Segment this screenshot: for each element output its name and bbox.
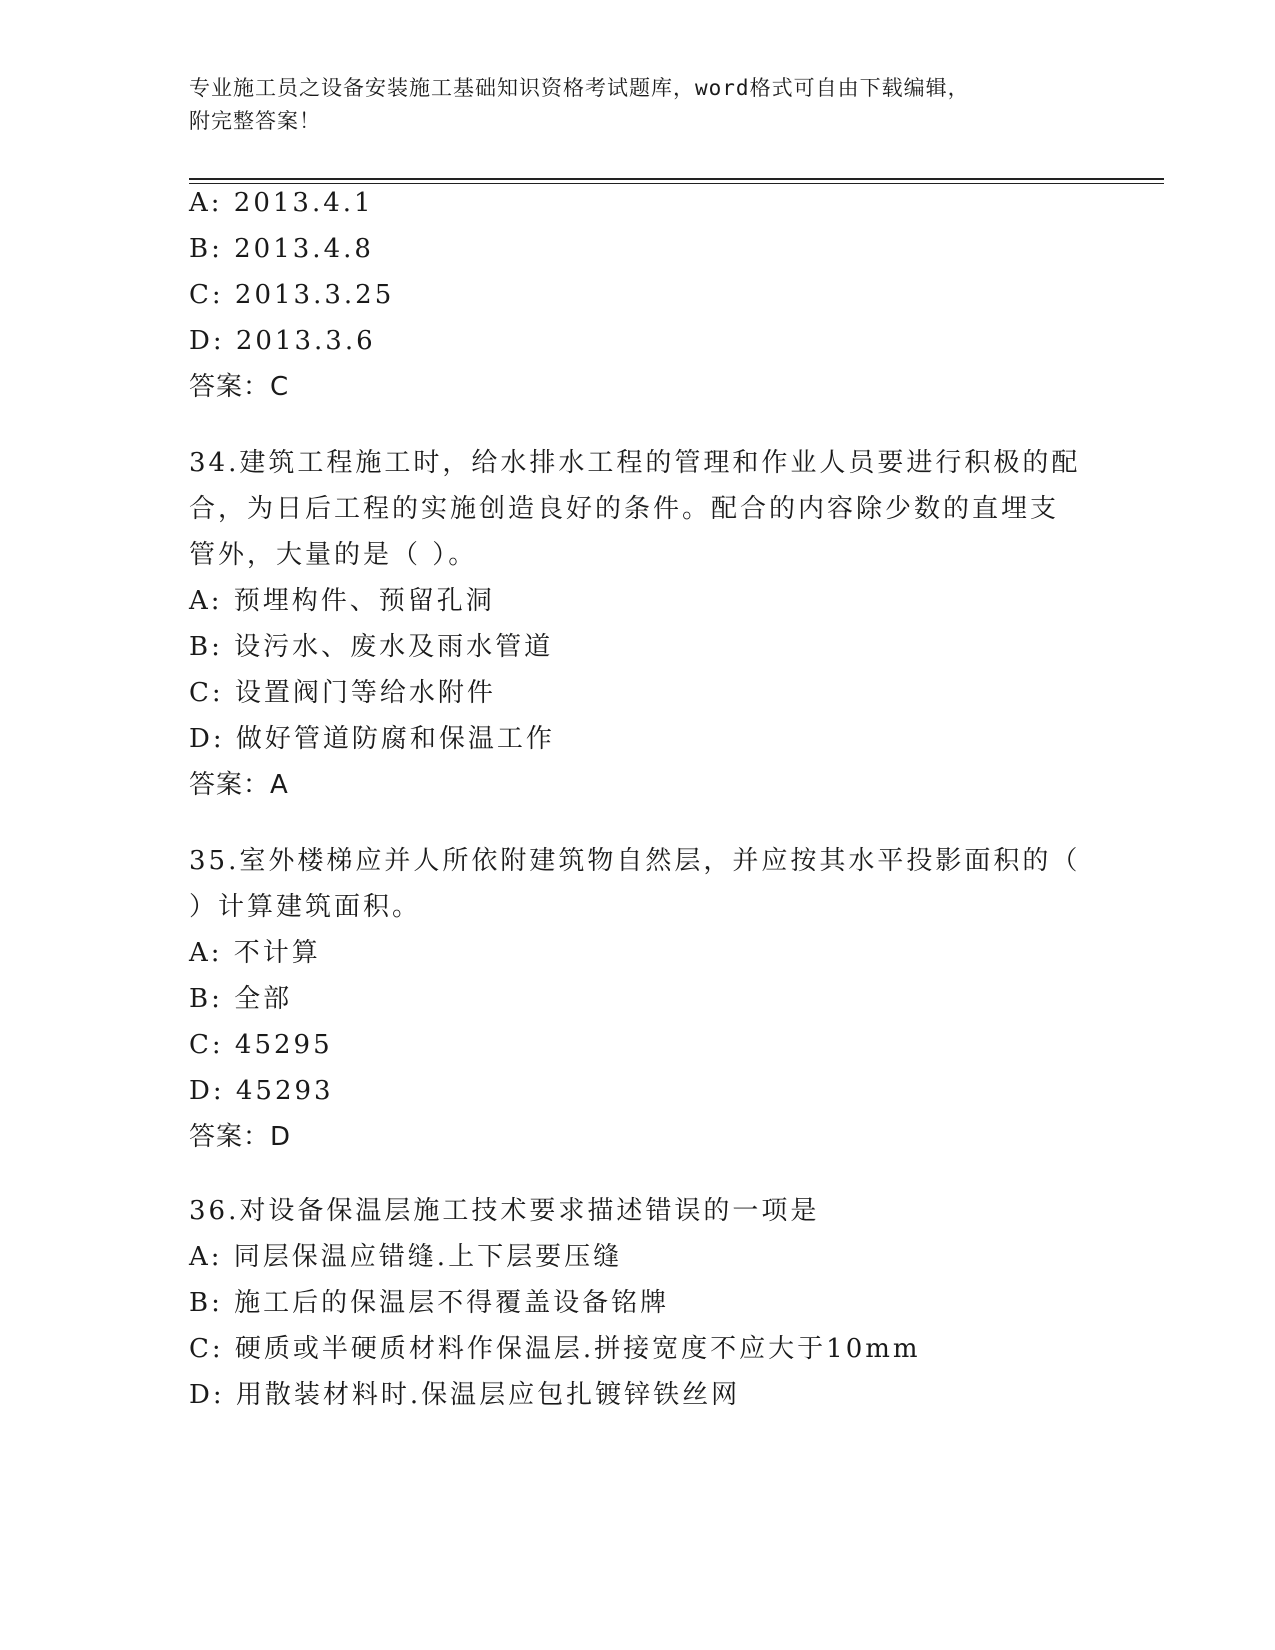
option-c: C: 45295 [189,1030,333,1060]
option-d: D: 做好管道防腐和保温工作 [189,724,555,754]
option-c: C: 设置阀门等给水附件 [189,678,496,708]
question-stem-line: 34.建筑工程施工时，给水排水工程的管理和作业人员要进行积极的配 [189,448,1081,478]
option-a: A: 2013.4.1 [189,188,374,218]
option-d: D: 用散装材料时.保温层应包扎镀锌铁丝网 [189,1380,741,1410]
option-c: C: 硬质或半硬质材料作保温层.拼接宽度不应大于10mm [189,1334,921,1364]
question-33 [189,180,1089,410]
header-line-2: 附完整答案！ [189,109,321,133]
question-35 [189,838,1089,1160]
option-b: B: 设污水、废水及雨水管道 [189,632,554,662]
question-36 [189,1188,1089,1418]
question-stem-line: 35.室外楼梯应并人所依附建筑物自然层，并应按其水平投影面积的（ [189,846,1081,876]
option-d: D: 2013.3.6 [189,326,376,356]
answer-line: 答案：D [189,1122,292,1152]
document-header [189,72,1089,138]
option-a: A: 不计算 [189,938,321,968]
option-d: D: 45293 [189,1076,334,1106]
header-line-1: 专业施工员之设备安装施工基础知识资格考试题库，word格式可自由下载编辑， [189,76,970,100]
answer-line: 答案：C [189,372,290,402]
option-a: A: 预埋构件、预留孔洞 [189,586,495,616]
answer-line: 答案：A [189,770,289,800]
option-b: B: 全部 [189,984,293,1014]
option-c: C: 2013.3.25 [189,280,395,310]
option-b: B: 2013.4.8 [189,234,374,264]
question-stem-line: ）计算建筑面积。 [189,892,422,922]
option-b: B: 施工后的保温层不得覆盖设备铭牌 [189,1288,670,1318]
option-a: A: 同层保温应错缝.上下层要压缝 [189,1242,623,1272]
question-stem-line: 管外，大量的是（ ）。 [189,540,478,570]
question-stem-line: 合，为日后工程的实施创造良好的条件。配合的内容除少数的直埋支 [189,494,1060,524]
question-34 [189,440,1089,808]
question-stem-line: 36.对设备保温层施工技术要求描述错误的一项是 [189,1196,820,1226]
